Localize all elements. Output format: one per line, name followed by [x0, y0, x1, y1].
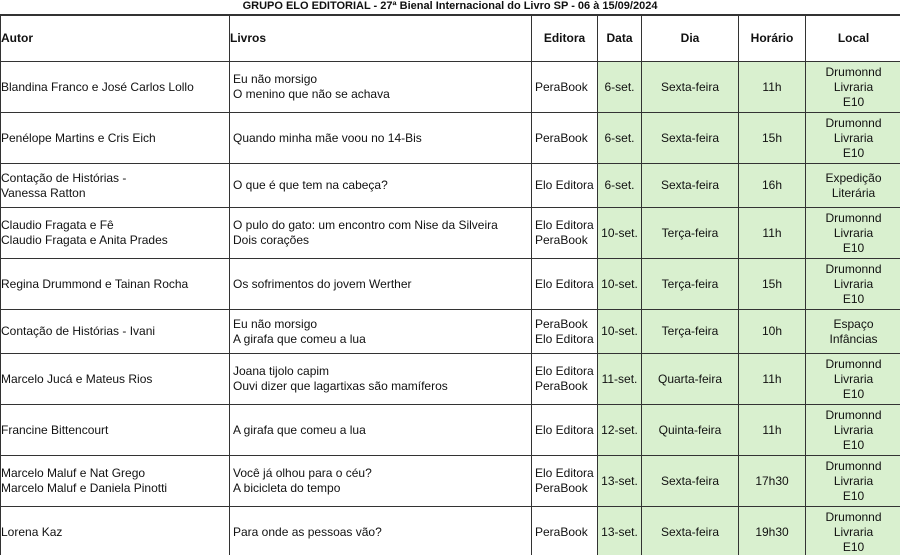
cell-local-line: E10 [842, 240, 865, 255]
cell-livros-line: O menino que não se achava [233, 87, 390, 101]
table-row [1, 113, 900, 164]
cell-local-line: Livraria [833, 422, 874, 437]
cell-autor-line: Contação de Histórias - [1, 170, 127, 185]
cell-livros-line: Joana tijolo capim [233, 364, 330, 378]
cell-autor-line: Vanessa Ratton [1, 185, 86, 200]
cell-livros-line: A bicicleta do tempo [233, 481, 341, 495]
cell-editora-line: PeraBook [535, 233, 588, 247]
cell-horario: 15h [739, 113, 806, 164]
cell-livros [230, 456, 532, 507]
cell-livros-line: A girafa que comeu a lua [233, 422, 366, 437]
cell-livros-line: Para onde as pessoas vão? [233, 524, 382, 539]
table-row [1, 405, 900, 456]
cell-autor [1, 113, 230, 164]
cell-horario: 11h [739, 208, 806, 259]
cell-data: 6-set. [598, 164, 642, 208]
cell-horario: 11h [739, 405, 806, 456]
cell-local-line: Livraria [833, 371, 874, 386]
cell-local-line: Literária [831, 185, 876, 200]
cell-local [806, 354, 900, 405]
cell-local [806, 62, 900, 113]
header-horario: Horário [739, 16, 806, 62]
cell-local-line: E10 [842, 437, 865, 452]
cell-local [806, 456, 900, 507]
cell-autor [1, 405, 230, 456]
header-livros: Livros [230, 16, 532, 62]
cell-data: 10-set. [598, 310, 642, 354]
cell-editora [532, 405, 598, 456]
table-row [1, 259, 900, 310]
cell-dia: Terça-feira [642, 208, 739, 259]
cell-local-line: Livraria [833, 276, 874, 291]
cell-livros-line: O que é que tem na cabeça? [233, 178, 388, 192]
cell-local-line: Livraria [833, 79, 874, 94]
cell-editora [532, 507, 598, 555]
table-row [1, 208, 900, 259]
cell-local-line: Drumonnd [825, 64, 882, 79]
cell-autor-line: Contação de Histórias - Ivani [1, 324, 156, 338]
cell-livros [230, 310, 532, 354]
cell-autor [1, 208, 230, 259]
cell-editora-line: Elo Editora [535, 276, 594, 291]
table-row [1, 310, 900, 354]
cell-dia: Terça-feira [642, 310, 739, 354]
cell-dia: Quarta-feira [642, 354, 739, 405]
cell-autor-line: Marcelo Maluf e Daniela Pinotti [1, 481, 168, 495]
cell-local-line: E10 [842, 291, 865, 306]
cell-editora-line: PeraBook [535, 379, 588, 393]
cell-livros-line: Dois corações [233, 233, 310, 247]
header-autor: Autor [1, 16, 230, 62]
cell-local-line: Drumonnd [825, 407, 882, 422]
cell-livros-line: O pulo do gato: um encontro com Nise da Silveira [233, 218, 498, 232]
cell-local-line: Livraria [833, 473, 874, 488]
cell-local-line: E10 [842, 488, 865, 503]
cell-data: 12-set. [598, 405, 642, 456]
cell-livros [230, 507, 532, 555]
cell-editora-line: Elo Editora [535, 364, 594, 378]
header-dia: Dia [642, 16, 739, 62]
cell-horario: 16h [739, 164, 806, 208]
cell-data: 13-set. [598, 507, 642, 555]
cell-editora-line: Elo Editora [535, 422, 594, 437]
cell-autor-line: Penélope Martins e Cris Eich [1, 130, 156, 145]
cell-dia: Sexta-feira [642, 113, 739, 164]
cell-livros [230, 113, 532, 164]
cell-livros [230, 259, 532, 310]
cell-dia: Sexta-feira [642, 62, 739, 113]
cell-editora [532, 456, 598, 507]
cell-horario: 15h [739, 259, 806, 310]
cell-editora [532, 62, 598, 113]
cell-livros [230, 62, 532, 113]
cell-local-line: Drumonnd [825, 509, 882, 524]
cell-horario: 17h30 [739, 456, 806, 507]
cell-horario: 10h [739, 310, 806, 354]
header-row [1, 16, 900, 62]
cell-editora-line: Elo Editora [535, 218, 594, 232]
cell-horario: 19h30 [739, 507, 806, 555]
cell-horario: 11h [739, 62, 806, 113]
cell-livros-line: Quando minha mãe voou no 14-Bis [233, 130, 422, 145]
cell-local-line: Drumonnd [825, 261, 882, 276]
cell-horario: 11h [739, 354, 806, 405]
cell-autor-line: Regina Drummond e Tainan Rocha [1, 276, 189, 291]
cell-editora [532, 164, 598, 208]
cell-autor [1, 456, 230, 507]
cell-dia: Sexta-feira [642, 456, 739, 507]
cell-dia: Sexta-feira [642, 507, 739, 555]
cell-data: 13-set. [598, 456, 642, 507]
cell-editora [532, 354, 598, 405]
cell-data: 6-set. [598, 62, 642, 113]
table-body [1, 62, 900, 555]
cell-editora-line: PeraBook [535, 130, 588, 145]
schedule-table [0, 15, 900, 555]
cell-dia: Terça-feira [642, 259, 739, 310]
table-row [1, 456, 900, 507]
cell-local [806, 507, 900, 555]
table-row [1, 507, 900, 555]
cell-local-line: Drumonnd [825, 458, 882, 473]
cell-dia: Quinta-feira [642, 405, 739, 456]
cell-local [806, 113, 900, 164]
cell-livros [230, 354, 532, 405]
cell-livros-line: Os sofrimentos do jovem Werther [233, 276, 412, 291]
cell-livros-line: Eu não morsigo [233, 72, 318, 86]
cell-local-line: Drumonnd [825, 115, 882, 130]
cell-autor-line: Lorena Kaz [1, 524, 63, 539]
cell-local-line: E10 [842, 94, 865, 109]
cell-local [806, 164, 900, 208]
sheet-title: GRUPO ELO EDITORIAL - 27ª Bienal Internacional do Livro SP - 06 à 15/09/2024 [0, 0, 900, 15]
cell-autor-line: Marcelo Maluf e Nat Grego [1, 466, 146, 480]
cell-local-line: Livraria [833, 130, 874, 145]
header-data: Data [598, 16, 642, 62]
cell-local-line: Expedição [825, 170, 882, 185]
cell-local [806, 259, 900, 310]
cell-editora-line: Elo Editora [535, 466, 594, 480]
cell-data: 6-set. [598, 113, 642, 164]
cell-autor [1, 354, 230, 405]
cell-autor [1, 259, 230, 310]
cell-autor [1, 62, 230, 113]
cell-editora [532, 113, 598, 164]
cell-editora [532, 259, 598, 310]
cell-local-line: Espaço [833, 316, 874, 331]
cell-local-line: Livraria [833, 524, 874, 539]
cell-local-line: Livraria [833, 225, 874, 240]
cell-dia: Sexta-feira [642, 164, 739, 208]
cell-editora-line: Elo Editora [535, 178, 594, 192]
cell-autor-line: Francine Bittencourt [1, 422, 109, 437]
cell-livros [230, 164, 532, 208]
cell-data: 10-set. [598, 259, 642, 310]
cell-editora-line: PeraBook [535, 316, 588, 331]
cell-editora [532, 310, 598, 354]
cell-editora-line: PeraBook [535, 481, 588, 495]
cell-local [806, 405, 900, 456]
cell-editora-line: PeraBook [535, 524, 588, 539]
cell-editora [532, 208, 598, 259]
cell-local-line: Infâncias [829, 331, 878, 346]
cell-livros-line: A girafa que comeu a lua [233, 331, 366, 346]
cell-local-line: E10 [842, 145, 865, 160]
cell-local-line: Drumonnd [825, 356, 882, 371]
table-row [1, 354, 900, 405]
cell-local-line: Drumonnd [825, 210, 882, 225]
cell-local-line: E10 [842, 386, 865, 401]
table-row [1, 164, 900, 208]
cell-livros-line: Você já olhou para o céu? [233, 466, 372, 480]
table-row [1, 62, 900, 113]
cell-local [806, 310, 900, 354]
cell-autor [1, 164, 230, 208]
header-local: Local [806, 16, 900, 62]
cell-editora-line: Elo Editora [535, 331, 594, 346]
cell-data: 11-set. [598, 354, 642, 405]
cell-livros-line: Ouvi dizer que lagartixas são mamíferos [233, 379, 448, 393]
cell-autor [1, 507, 230, 555]
cell-livros [230, 405, 532, 456]
cell-autor [1, 310, 230, 354]
cell-local-line: E10 [842, 539, 865, 554]
cell-local [806, 208, 900, 259]
cell-autor-line: Blandina Franco e José Carlos Lollo [1, 79, 194, 94]
cell-autor-line: Marcelo Jucá e Mateus Rios [1, 371, 153, 386]
cell-autor-line: Claudio Fragata e Anita Prades [1, 233, 168, 247]
cell-editora-line: PeraBook [535, 79, 588, 94]
cell-data: 10-set. [598, 208, 642, 259]
cell-livros [230, 208, 532, 259]
cell-livros-line: Eu não morsigo [233, 316, 318, 331]
cell-autor-line: Claudio Fragata e Fê [1, 218, 114, 232]
header-editora: Editora [532, 16, 598, 62]
